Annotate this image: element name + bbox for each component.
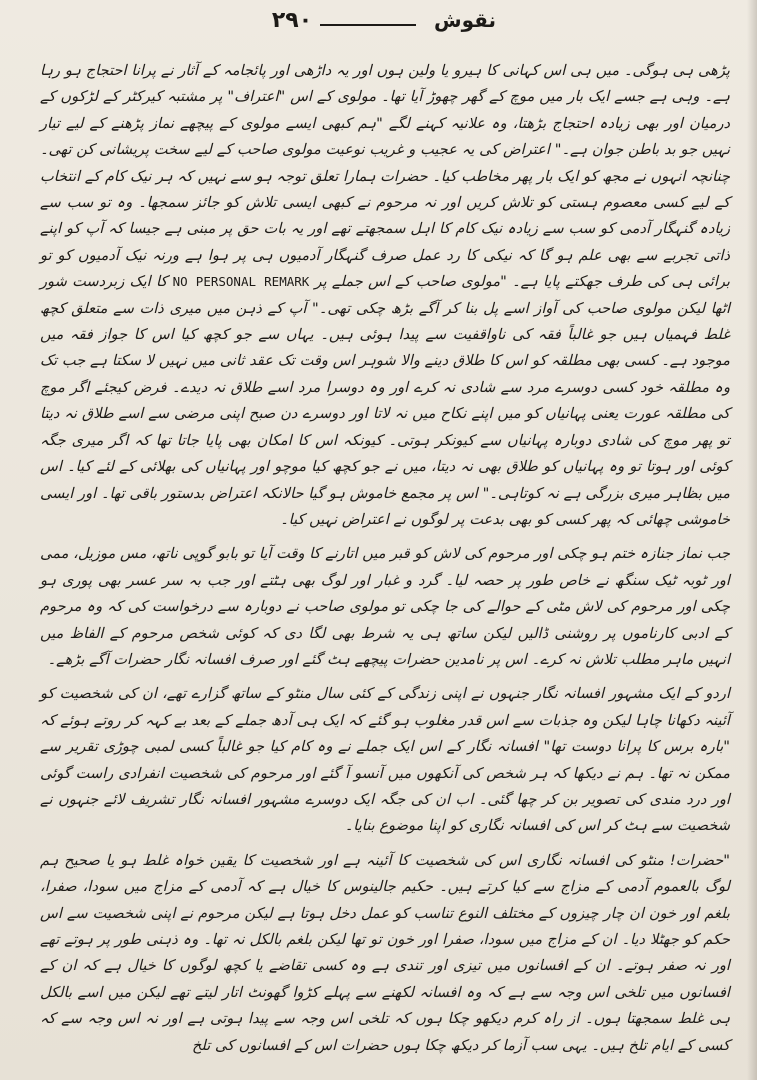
page-header [0, 8, 757, 48]
journal-title: نقوش [433, 8, 497, 32]
paragraph-1 [40, 58, 730, 533]
paragraph-1-part-b: کا ایک زبردست شور اٹھا لیکن مولوی صاحب کی آواز اسے پل بنا کر آگے بڑھ چکی تھی۔" آپ کے ذہن میں میری ذات سے متعلق کچھ غلط فہمیاں ہیں جو غالباً فقہ کی ناواقفیت سے پیدا ہوئی ہیں۔ یہاں سے جو کچھ کیا اس کا جواز فقہ میں موجود ہے۔ کسی بھی مطلقہ کو اس کا طلاق دینے والا شوہر اس وقت تک عقد ثانی میں نہیں لا سکتا ہے جب تک وہ مطلقہ خود کسی دوسرے مرد سے شادی نہ کرے اور وہ دوسرا مرد اسے طلاق نہ دیدے۔ فرض کیجئے اگر موچ کی مطلقہ عورت یعنی پہانیاں کو میں اپنے نکاح میں نہ لاتا اور دوسرے دن صبح اپنی مرضی سے اسے طلاق نہ دیتا تو پھر موچ کی شادی دوبارہ پہانیاں سے کیونکر ہوتی۔ کیونکہ اس کا امکان بھی پایا جاتا تھا کہ اگر میری جگہ کوئی اور ہوتا تو وہ پہانیاں کو طلاق بھی نہ دیتا، میں نے جو کچھ کیا موچو اور پہانیاں کی بھلائی کے لئے کیا۔ اس میں بظاہر میری بزرگی ہے نہ کوتاہی۔" اس پر مجمع خاموش ہو گیا حالانکہ اعتراض بدستور باقی تھا۔ اور ایسی خاموشی چھائی کہ پھر کسی کو بھی بدعت پر لوگوں نے اعتراض نہیں کیا۔ [40, 273, 730, 528]
article-body [40, 58, 730, 1059]
paragraph-2: جب نماز جنازہ ختم ہو چکی اور مرحوم کی لاش کو قبر میں اتارنے کا وقت آیا تو بابو گوپی ناتھ، مس موزیل، ممی اور ٹوبہ ٹیک سنگھ نے خاص طور پر حصہ لیا۔ گرد و غبار اور لوگ بھی ہٹتے اور جب بہ سر عسر بھی پوری ہو چکی اور مرحوم کی لاش مٹی کے حوالے کی جا چکی تو مولوی صاحب نے دوبارہ سے درخواست کی کہ وہ مرحوم کے ادبی کارناموں پر روشنی ڈالیں لیکن ساتھ ہی یہ شرط بھی لگا دی کہ کوئی شخص مرحوم کے الفاظ میں انہیں ماہر مطلب تلاش نہ کرے۔ اس پر نامدین حضرات پیچھے ہٹ گئے اور صرف افسانہ نگار حضرات آگے بڑھے۔ [40, 545, 730, 668]
page-edge-shadow [747, 0, 757, 1080]
header-rule [320, 24, 416, 26]
paragraph-4: "حضرات! منٹو کی افسانہ نگاری اس کی شخصیت کا آئینہ ہے اور شخصیت کا یقین خواہ غلط ہو یا صحیح ہم لوگ بالعموم آدمی کے مزاج سے کیا کرتے ہیں۔ حکیم جالینوس کا خیال ہے کہ آدمی کے مزاج میں سودا، صفرا، بلغم اور خون ان چار چیزوں کے مختلف النوع تناسب کو عمل دخل ہوتا ہے لیکن مرحوم نے اپنی شخصیت سے اس حکم کو جھٹلا دیا۔ ان کے مزاج میں سودا، صفرا اور خون تو تھا لیکن بلغم بالکل نہ تھا۔ وہ ذہنی طور پر ہوتے تھے اور نہ صفر ہوتے۔ ان کے افسانوں میں تیزی اور تندی ہے وہ کسی تقاضے یا کچھ لوگوں کا خیال ہے کہ ان کے افسانوں میں تلخی اس وجہ سے ہے کہ وہ افسانہ لکھنے سے پہلے کڑوا گھونٹ اتار لیتے تھے لیکن میں اسے بالکل ہی غلط سمجھتا ہوں۔ از راہ کرم دیکھو چکا ہوں کہ تلخی اس وجہ سے پیدا ہوتی ہے اور نہ اس وجہ سے کہ کسی کے ایام تلخ ہیں۔ یہی سب آزما کر دیکھ چکا ہوں حضرات اس کے افسانوں کی تلخ [40, 851, 730, 1054]
english-remark: NO PERSONAL REMARK [172, 274, 310, 290]
page-number: ۲۹۰ [271, 8, 313, 33]
paragraph-1-part-a: پڑھی ہی ہوگی۔ میں ہی اس کہانی کا ہیرو یا ولین ہوں اور یہ داڑھی اور پائجامہ کے آثار نے پرانا احتجاج ہو رہا ہے۔ وہی ہے جسے ایک بار میں موچ کے گھر چھوڑ آیا تھا۔ مولوی کے اس "اعتراف" پر مشتبہ کیرکٹر کے لڑکوں کے درمیان اور بھی زیادہ احتجاج بڑھتا، وہ علانیہ کہنے لگے "ہم کبھی ایسے مولوی کے پیچھے نماز پڑھنے کے لیے تیار نہیں جو بد باطن جوان ہے۔" اعتراض کی یہ عجیب و غریب نوعیت مولوی صاحب کے لیے سخت پریشانی کن تھی۔ چنانچہ انہوں نے مجھ کو ایک بار پھر مخاطب کیا۔ حضرات ہمارا تعلق توجہ ہو سے نہیں کہ ہر نیک کام کے انتخاب کے لیے کسی معصوم ہستی کو تلاش کریں اور نہ مرحوم نے کبھی ایسی تلاش کو جائز سمجھا۔ وہ تو سب سے زیادہ گنہگار آدمی کو سب سے زیادہ نیک کام کا اہل سمجھتے تھے اور یہ بات حق پر مبنی ہے جیسا کہ آپ کو اپنے ذاتی تجربے سے بھی علم ہو گا کہ نیکی کا رد عمل صرف گنہگار آدمیوں ہی پر ہوا ہے ورنہ نیک آدمیوں کو تو برائی ہی کی طرف جھکتے پایا ہے۔ "مولوی صاحب کے اس جملے پر [39, 62, 730, 291]
paragraph-3: اردو کے ایک مشہور افسانہ نگار جنہوں نے اپنی زندگی کے کئی سال منٹو کے ساتھ گزارے تھے، ان کی شخصیت کو آئینہ دکھانا چاہا لیکن وہ جذبات سے اس قدر مغلوب ہو گئے کہ ایک ہی آدھ جملے کے بعد بے کہہ کر روتے ہوئے کہ "بارہ برس کا پرانا دوست تھا" افسانہ نگار کے اس ایک جملے نے وہ کام کیا جو غالباً کسی لمبی چوڑی تقریر سے ممکن نہ تھا۔ ہم نے دیکھا کہ ہر شخص کی آنکھوں میں آنسو آ گئے اور مرحوم کی شخصیت انفرادی راست گوئی اور درد مندی کی تصویر بن کر چھا گئی۔ اب ان کی جگہ ایک دوسرے مشہور افسانہ نگار تشریف لائے جنہوں نے شخصیت سے ہٹ کر اس کی افسانہ نگاری کو اپنا موضوع بنایا۔ [40, 685, 730, 835]
